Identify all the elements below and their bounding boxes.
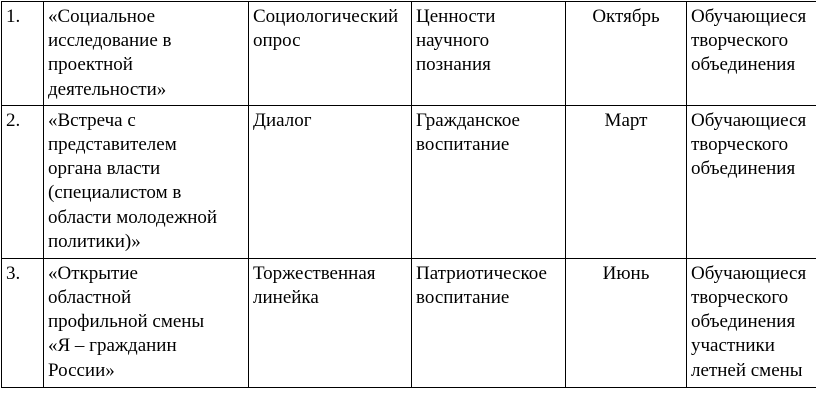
event-form-cell: Социологический опрос: [249, 2, 412, 106]
event-form-cell: Торжественная линейка: [249, 258, 412, 387]
month-cell: Октябрь: [566, 2, 687, 106]
row-number-cell: 2.: [2, 105, 44, 258]
month-cell: Март: [566, 105, 687, 258]
value-cell: Гражданское воспитание: [412, 105, 566, 258]
event-title-cell: «Открытие областной профильной смены «Я – гражданин России»: [44, 258, 249, 387]
value-cell: Патриотическое воспитание: [412, 258, 566, 387]
participants-cell: Обучающиеся творческого объединения: [687, 2, 816, 106]
event-form-cell: Диалог: [249, 105, 412, 258]
events-table: [1, 1, 816, 388]
participants-cell: Обучающиеся творческого объединения: [687, 105, 816, 258]
event-title-cell: «Социальное исследование в проектной деятельности»: [44, 2, 249, 106]
table-row: [2, 258, 816, 387]
table-row: [2, 2, 816, 106]
participants-cell: Обучающиеся творческого объединения участники летней смены: [687, 258, 816, 387]
table-row: [2, 105, 816, 258]
month-cell: Июнь: [566, 258, 687, 387]
row-number-cell: 3.: [2, 258, 44, 387]
value-cell: Ценности научного познания: [412, 2, 566, 106]
row-number-cell: 1.: [2, 2, 44, 106]
event-title-cell: «Встреча с представителем органа власти (специалистом в области молодежной политики)»: [44, 105, 249, 258]
